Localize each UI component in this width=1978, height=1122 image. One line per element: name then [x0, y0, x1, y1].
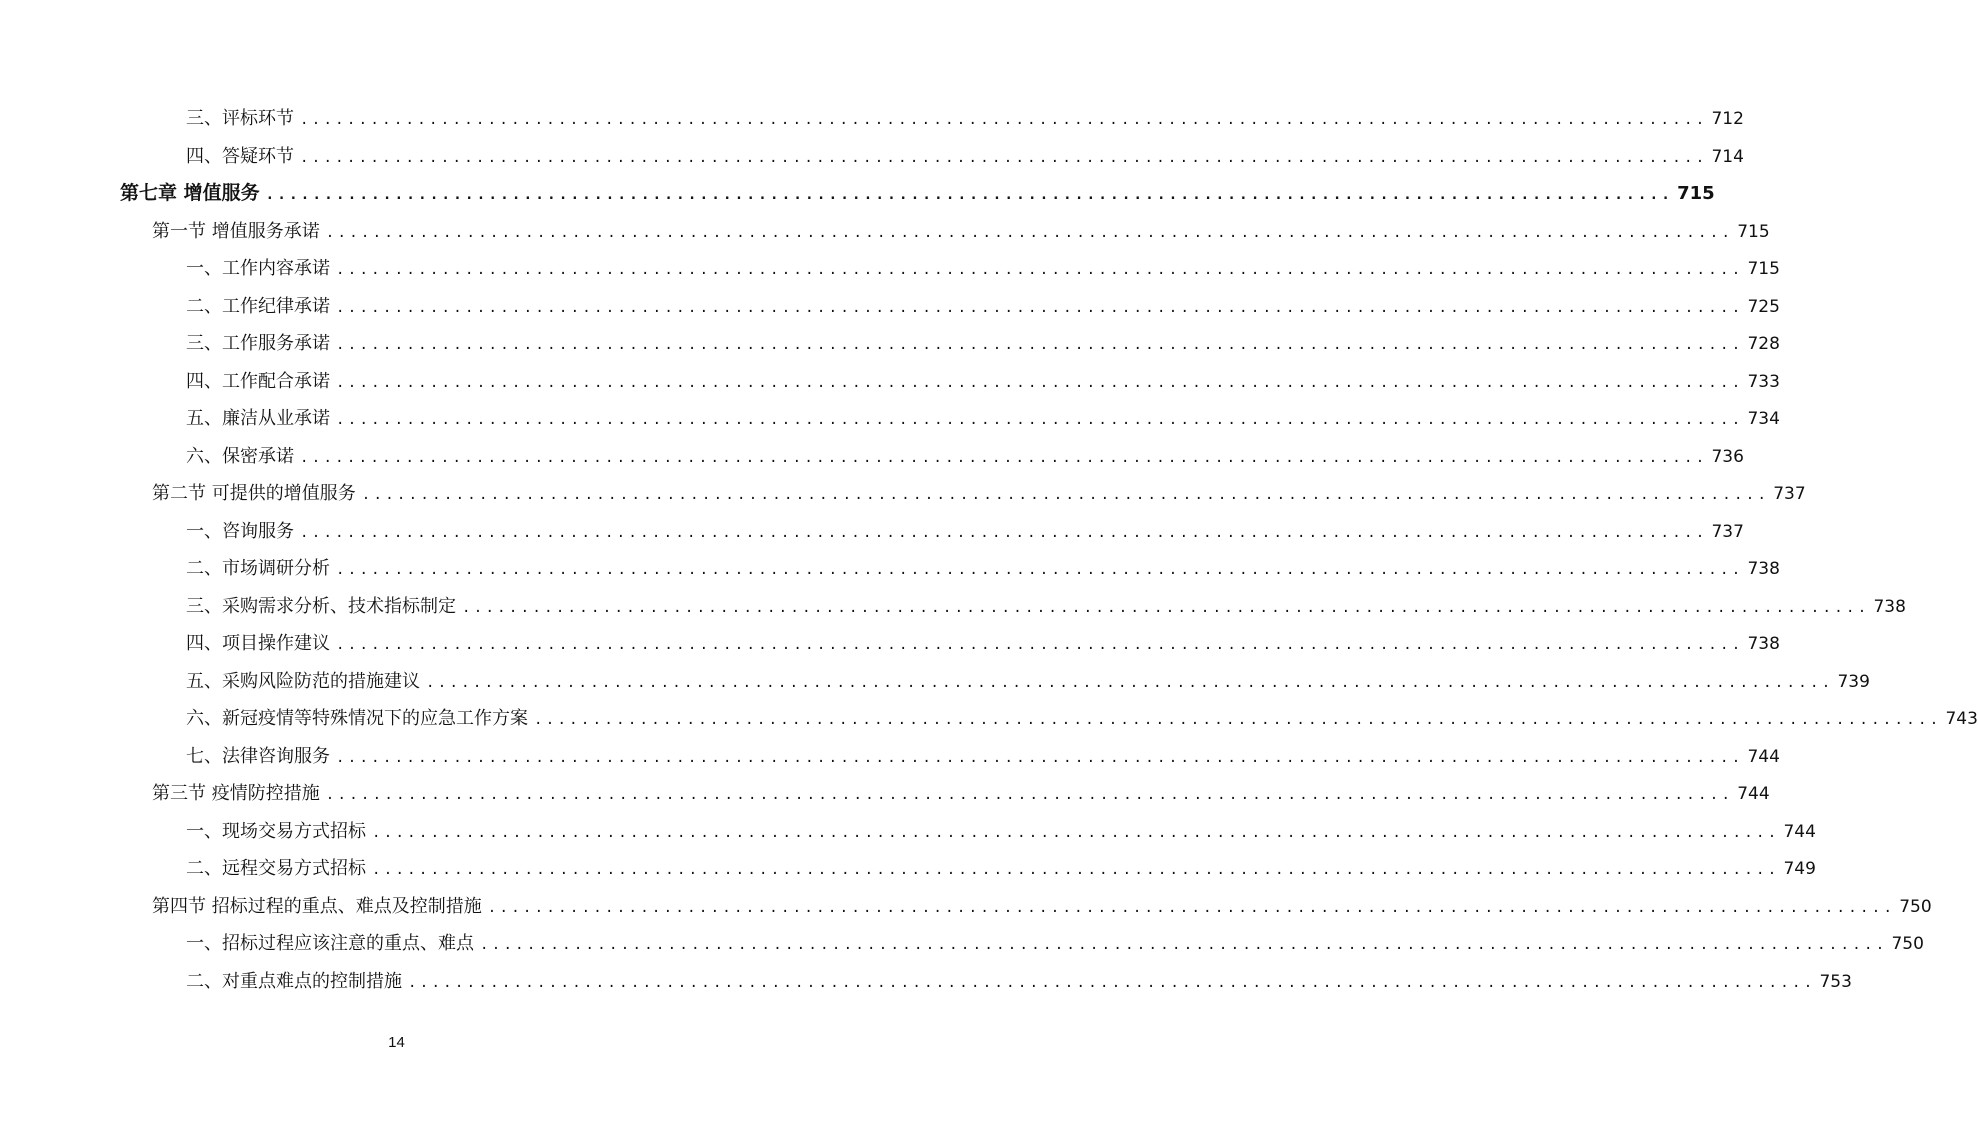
toc-entry-page: 712 [1711, 109, 1744, 129]
toc-entry-line [186, 850, 1816, 888]
toc-entry-page: 738 [1747, 559, 1780, 579]
toc-entry-page: 737 [1773, 484, 1806, 504]
toc-leader-dots: ........................................................................................................................ [372, 862, 1780, 878]
toc-entry[interactable] [0, 400, 1780, 438]
toc-entry-title: 四、工作配合承诺 [186, 370, 330, 392]
toc-entry[interactable] [0, 588, 1906, 626]
toc-entry-page: 733 [1747, 371, 1780, 392]
toc-entry-line [186, 700, 1978, 738]
toc-entry-line [186, 325, 1780, 363]
toc-leader-dots: ........................................................................................................................ [336, 299, 1744, 316]
toc-entry-title: 三、采购需求分析、技术指标制定 [186, 595, 456, 617]
toc-entry-page: 725 [1747, 296, 1780, 317]
toc-entry[interactable] [0, 288, 1780, 326]
toc-leader-dots: ........................................................................................................................ [336, 562, 1744, 578]
toc-entry-page: 715 [1677, 183, 1715, 204]
toc-entry[interactable] [0, 438, 1744, 476]
toc-entry-line [120, 175, 1715, 213]
toc-entry-page: 728 [1747, 334, 1780, 354]
toc-entry-line [152, 775, 1770, 813]
toc-entry[interactable] [0, 963, 1852, 1001]
toc-entry-title: 二、工作纪律承诺 [186, 295, 330, 317]
toc-entry-title: 一、工作内容承诺 [186, 258, 330, 279]
toc-entry-page: 714 [1711, 146, 1744, 167]
toc-entry-title: 六、新冠疫情等特殊情况下的应急工作方案 [186, 708, 528, 729]
toc-leader-dots: ........................................................................................................................ [300, 149, 1708, 166]
toc-entry-title: 一、咨询服务 [186, 520, 294, 542]
toc-entry-title: 第四节 招标过程的重点、难点及控制措施 [152, 895, 482, 917]
toc-leader-dots: ........................................................................................................................ [408, 974, 1816, 991]
toc-entry[interactable] [0, 925, 1924, 963]
toc-entry-page: 753 [1819, 971, 1852, 992]
toc-entry-title: 二、远程交易方式招标 [186, 858, 366, 879]
toc-leader-dots: ........................................................................................................................ [325, 787, 1734, 803]
toc-leader-dots: ........................................................................................................................ [300, 524, 1708, 541]
toc-entry-page: 750 [1891, 934, 1924, 954]
toc-entry-line [186, 288, 1780, 326]
toc-entry-title: 第三节 疫情防控措施 [152, 783, 320, 804]
toc-entry-page: 739 [1837, 671, 1870, 692]
toc-entry[interactable] [0, 700, 1978, 738]
toc-leader-dots: ........................................................................................................................ [336, 749, 1744, 766]
toc-entry-page: 737 [1711, 521, 1744, 542]
toc-entry-title: 第一节 增值服务承诺 [152, 220, 320, 242]
toc-entry[interactable] [0, 775, 1770, 813]
toc-entry-title: 第二节 可提供的增值服务 [152, 483, 356, 504]
toc-leader-dots: ........................................................................................................................ [265, 187, 1674, 203]
toc-entry-line [186, 138, 1744, 176]
toc-entry-title: 二、市场调研分析 [186, 558, 330, 579]
toc-entry-page: 744 [1737, 784, 1770, 804]
toc-entry[interactable] [0, 888, 1932, 926]
toc-entry[interactable] [0, 250, 1780, 288]
toc-entry-title: 一、现场交易方式招标 [186, 820, 366, 842]
toc-leader-dots: ........................................................................................................................ [300, 112, 1708, 128]
toc-entry[interactable] [0, 813, 1816, 851]
toc-leader-dots: ........................................................................................................................ [361, 487, 1770, 503]
toc-entry-title: 四、项目操作建议 [186, 633, 330, 654]
toc-entry-page: 736 [1711, 446, 1744, 467]
toc-entry-page: 744 [1747, 746, 1780, 767]
toc-leader-dots: ........................................................................................................................ [534, 712, 1942, 728]
toc-entry-line [186, 813, 1816, 851]
toc-entry-line [186, 963, 1852, 1001]
toc-entry-line [186, 438, 1744, 476]
toc-entry-line [186, 363, 1780, 401]
toc-leader-dots: ........................................................................................................................ [462, 599, 1870, 616]
toc-entry[interactable] [0, 625, 1780, 663]
toc-entry[interactable] [0, 738, 1780, 776]
toc-entry-page: 715 [1737, 221, 1770, 242]
toc-leader-dots: ........................................................................................................................ [325, 224, 1734, 241]
toc-entry-line [186, 738, 1780, 776]
toc-entry-line [186, 588, 1906, 626]
table-of-contents [0, 100, 1978, 1000]
toc-entry[interactable] [0, 175, 1715, 213]
toc-entry[interactable] [0, 513, 1744, 551]
toc-entry[interactable] [0, 550, 1780, 588]
toc-entry[interactable] [0, 475, 1806, 513]
toc-leader-dots: ........................................................................................................................ [480, 937, 1888, 953]
toc-entry[interactable] [0, 850, 1816, 888]
toc-entry[interactable] [0, 100, 1744, 138]
toc-entry-page: 750 [1899, 896, 1932, 917]
toc-entry-line [186, 625, 1780, 663]
toc-entry-page: 743 [1945, 709, 1978, 729]
toc-entry[interactable] [0, 325, 1780, 363]
toc-entry[interactable] [0, 138, 1744, 176]
toc-entry[interactable] [0, 663, 1870, 701]
toc-entry-page: 744 [1783, 821, 1816, 842]
toc-entry-line [186, 925, 1924, 963]
toc-leader-dots: ........................................................................................................................ [336, 637, 1744, 653]
toc-entry-line [186, 100, 1744, 138]
toc-entry-line [152, 888, 1932, 926]
toc-entry-title: 六、保密承诺 [186, 445, 294, 467]
toc-leader-dots: ........................................................................................................................ [336, 337, 1744, 353]
toc-leader-dots: ........................................................................................................................ [300, 449, 1708, 466]
toc-entry-line [152, 213, 1770, 251]
toc-entry-line [186, 513, 1744, 551]
toc-leader-dots: ........................................................................................................................ [336, 374, 1744, 391]
toc-entry-page: 734 [1747, 409, 1780, 429]
toc-entry-page: 738 [1747, 634, 1780, 654]
toc-leader-dots: ........................................................................................................................ [487, 899, 1896, 916]
toc-entry-title: 二、对重点难点的控制措施 [186, 970, 402, 992]
toc-entry-title: 三、工作服务承诺 [186, 333, 330, 354]
toc-entry-line [186, 550, 1780, 588]
toc-entry-title: 一、招标过程应该注意的重点、难点 [186, 933, 474, 954]
toc-entry-line [152, 475, 1806, 513]
toc-entry-page: 738 [1873, 596, 1906, 617]
toc-entry-title: 第七章 增值服务 [120, 182, 260, 204]
toc-entry-line [186, 400, 1780, 438]
toc-entry-title: 四、答疑环节 [186, 145, 294, 167]
toc-entry-page: 715 [1747, 259, 1780, 279]
toc-leader-dots: ........................................................................................................................ [426, 674, 1834, 691]
toc-entry-line [186, 663, 1870, 701]
toc-entry[interactable] [0, 213, 1770, 251]
toc-entry-page: 749 [1783, 859, 1816, 879]
toc-entry-title: 五、廉洁从业承诺 [186, 408, 330, 429]
toc-entry-line [186, 250, 1780, 288]
toc-leader-dots: ........................................................................................................................ [336, 262, 1744, 278]
toc-leader-dots: ........................................................................................................................ [372, 824, 1780, 841]
toc-leader-dots: ........................................................................................................................ [336, 412, 1744, 428]
toc-entry-title: 三、评标环节 [186, 108, 294, 129]
toc-entry-title: 七、法律咨询服务 [186, 745, 330, 767]
toc-entry-title: 五、采购风险防范的措施建议 [186, 670, 420, 692]
page-number: 14 [388, 1034, 405, 1051]
toc-entry[interactable] [0, 363, 1780, 401]
